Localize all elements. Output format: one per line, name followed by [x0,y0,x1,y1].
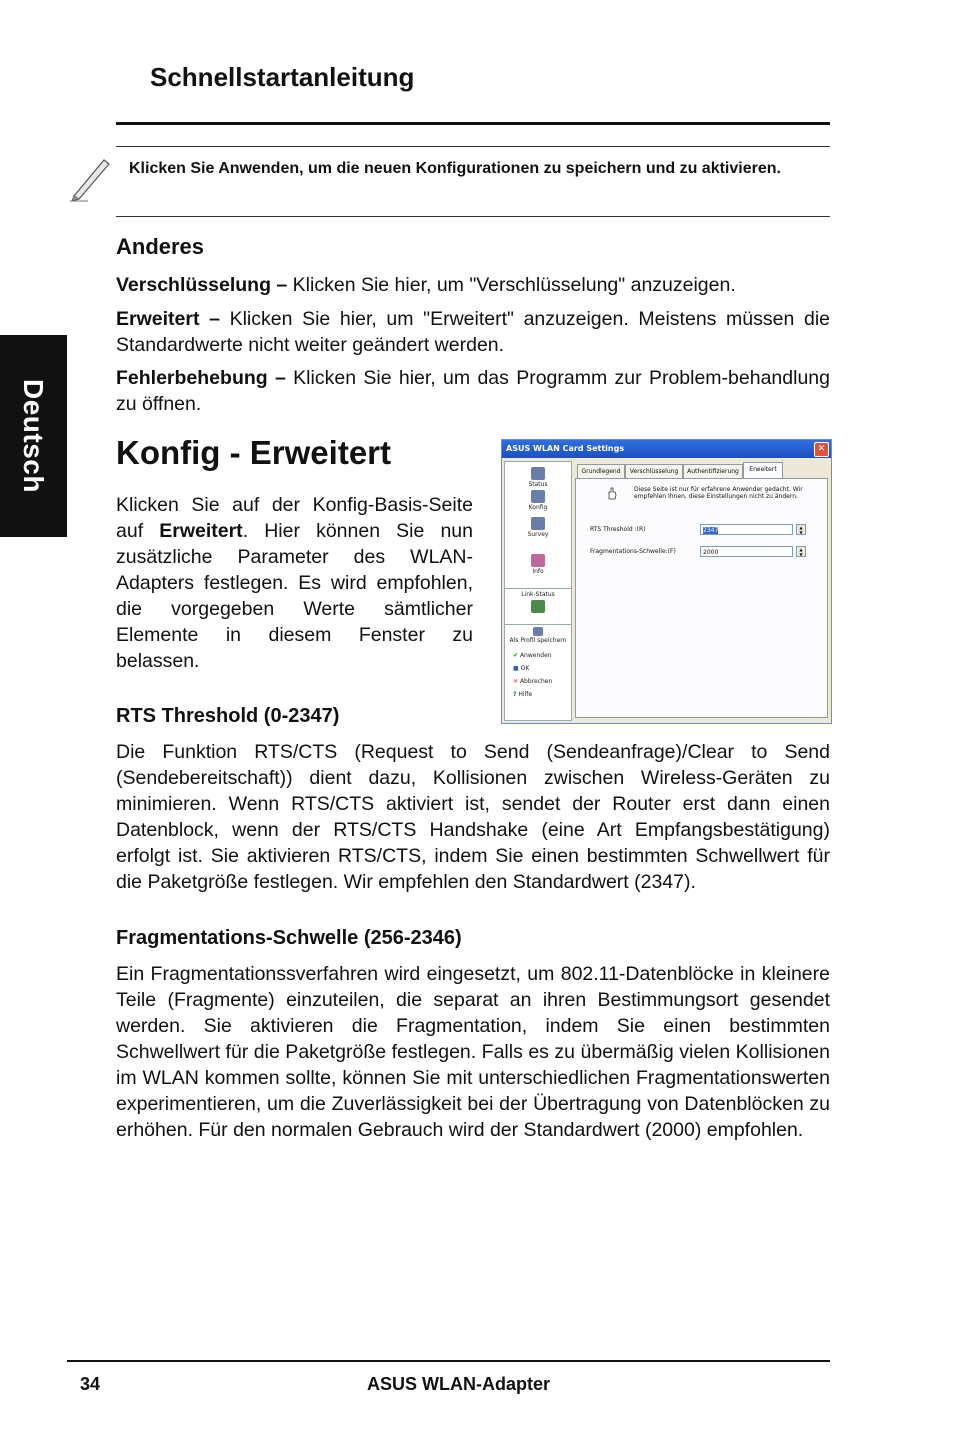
page-number: 34 [80,1374,101,1394]
tab-authentifizierung[interactable]: Authentifizierung [683,464,743,478]
ok-button[interactable] [505,665,571,672]
fragmentation-label: Fragmentations-Schwelle:(F) [590,548,676,555]
frag-heading: Fragmentations-Schwelle (256-2346) [116,927,462,949]
survey-icon [531,517,545,530]
cancel-button[interactable] [505,678,571,685]
apply-button[interactable] [505,652,571,659]
fragmentation-input[interactable]: 2000 [700,546,793,557]
term-label: Verschlüsselung – [116,274,288,296]
ok-label: OK [520,665,530,672]
intro-bold: Erweitert [159,520,243,542]
close-icon[interactable]: ✕ [814,442,829,457]
nav-survey[interactable] [505,517,571,538]
rts-threshold-label: RTS Threshold :(R) [590,526,646,533]
section-intro [116,492,473,674]
section-title: Konfig - Erweitert [116,434,392,471]
footer-title: ASUS WLAN-Adapter [367,1374,550,1394]
anderes-heading: Anderes [116,234,205,259]
page-header-title: Schnellstartanleitung [150,62,415,92]
save-profile-button[interactable] [505,627,571,644]
header-rule [116,122,830,125]
intro-text: . Hier können Sie nun zusätzliche Parameter des WLAN-Adapters festlegen. Es wird empfohlen, die vorgegeben Werte sämtlicher Elemente in diesem Fenster zu belassen. [116,520,473,672]
anderes-item [116,272,830,298]
check-icon: ✔ [513,652,519,659]
rts-text: Die Funktion RTS/CTS (Request to Send (Sendeanfrage)/Clear to Send (Sendebereitschaft)) dient dazu, Kollisionen zwischen Wireless-Geräten zu minimieren. Wenn RTS/CTS aktiviert ist, sendet der Router erst dann einen Datenblock, wenn der RTS/CTS Handshake (eine Art Empfangsbestätigung) erfolgt ist. Sie aktivieren RTS/CTS, indem Sie einen bestimmten Schwellwert für die Paketgröße festlegen. Wir empfehlen den Standardwert (2347). [116,741,830,893]
nav-konfig[interactable] [505,490,571,511]
save-profile-label: Als Profil speichern [509,637,567,644]
cancel-label: Abbrechen [519,678,553,685]
term-text: Klicken Sie hier, um das Programm zur Problem-behandlung zu öffnen. [116,367,830,415]
fragmentation-spinner[interactable]: ▲ ▼ [796,546,806,557]
intro-text: Klicken Sie auf der Konfig-Basis-Seite auf [116,494,473,542]
window-titlebar [502,440,831,458]
tab-grundlegend[interactable]: Grundlegend [577,464,625,478]
nav-info[interactable] [505,554,571,575]
anderes-item [116,365,830,417]
language-tab [0,335,67,537]
term-text: Klicken Sie hier, um "Erweitert" anzuzeigen. Meistens müssen die Standardwerte nicht weiter geändert werden. [116,308,830,356]
advanced-tab-pane [575,478,828,718]
pencil-icon [68,152,112,202]
note-box [116,146,830,217]
nav-panel [504,461,572,721]
help-button[interactable] [505,691,571,698]
rts-heading: RTS Threshold (0-2347) [116,705,340,727]
rts-spinner[interactable]: ▲ ▼ [796,524,806,535]
footer-rule [67,1360,830,1362]
status-icon [531,467,545,480]
cross-icon: ✕ [513,678,519,685]
apply-label: Anwenden [519,652,552,659]
rts-threshold-input[interactable] [700,524,793,535]
divider [505,588,571,589]
link-status [505,591,571,614]
nav-status[interactable] [505,467,571,488]
anderes-item [116,306,830,358]
signal-icon [531,600,545,613]
nav-label: Konfig [528,504,548,511]
window-title: ASUS WLAN Card Settings [506,444,625,453]
help-icon: ? [513,691,517,698]
divider [505,624,571,625]
ok-icon: ■ [513,665,519,672]
frag-text: Ein Fragmentationssverfahren wird eingesetzt, um 802.11-Datenblöcke in kleinere Teile (Fragmente) einzuteilen, die separat an ihren Bestimmungsort gesendet werden. Sie aktivieren die Fragmentation, indem Sie einen bestimmten Schwellwert für die Paketgröße festlegen. Falls es zu übermäßig vielen Kollisionen im WLAN kommen sollte, können Sie mit unterschiedlichen Fragmentationswerten experimentieren, um die Zuverlässigkeit bei der Übertragung von Datenblöcken zu erhöhen. Für den normalen Gebrauch wird der Standardwert (2000) empfohlen. [116,963,830,1141]
term-label: Erweitert – [116,308,220,330]
nav-label: Survey [527,531,549,538]
link-status-label: Link-Status [521,591,555,598]
info-text: Diese Seite ist nur für erfahrene Anwender gedacht. Wir empfehlen Ihnen, diese Einstellungen nicht zu ändern. [634,486,803,500]
term-text: Klicken Sie hier, um "Verschlüsselung" anzuzeigen. [292,274,736,296]
config-icon [531,490,545,503]
nav-label: Status [528,481,548,488]
hand-icon [606,486,618,500]
help-label: Hilfe [518,691,533,698]
rts-threshold-value: 2347 [703,527,719,534]
note-text: Klicken Sie Anwenden, um die neuen Konfigurationen zu speichern und zu aktivieren. [129,160,781,177]
nav-label: Info [532,568,544,575]
term-label: Fehlerbehebung – [116,367,286,389]
disk-icon [533,627,543,636]
tab-erweitert[interactable]: Erweitert [743,462,783,479]
info-icon [531,554,545,567]
tab-verschluesselung[interactable]: Verschlüsselung [625,464,683,478]
language-tab-label: Deutsch [18,379,49,493]
settings-window-screenshot [501,439,832,724]
